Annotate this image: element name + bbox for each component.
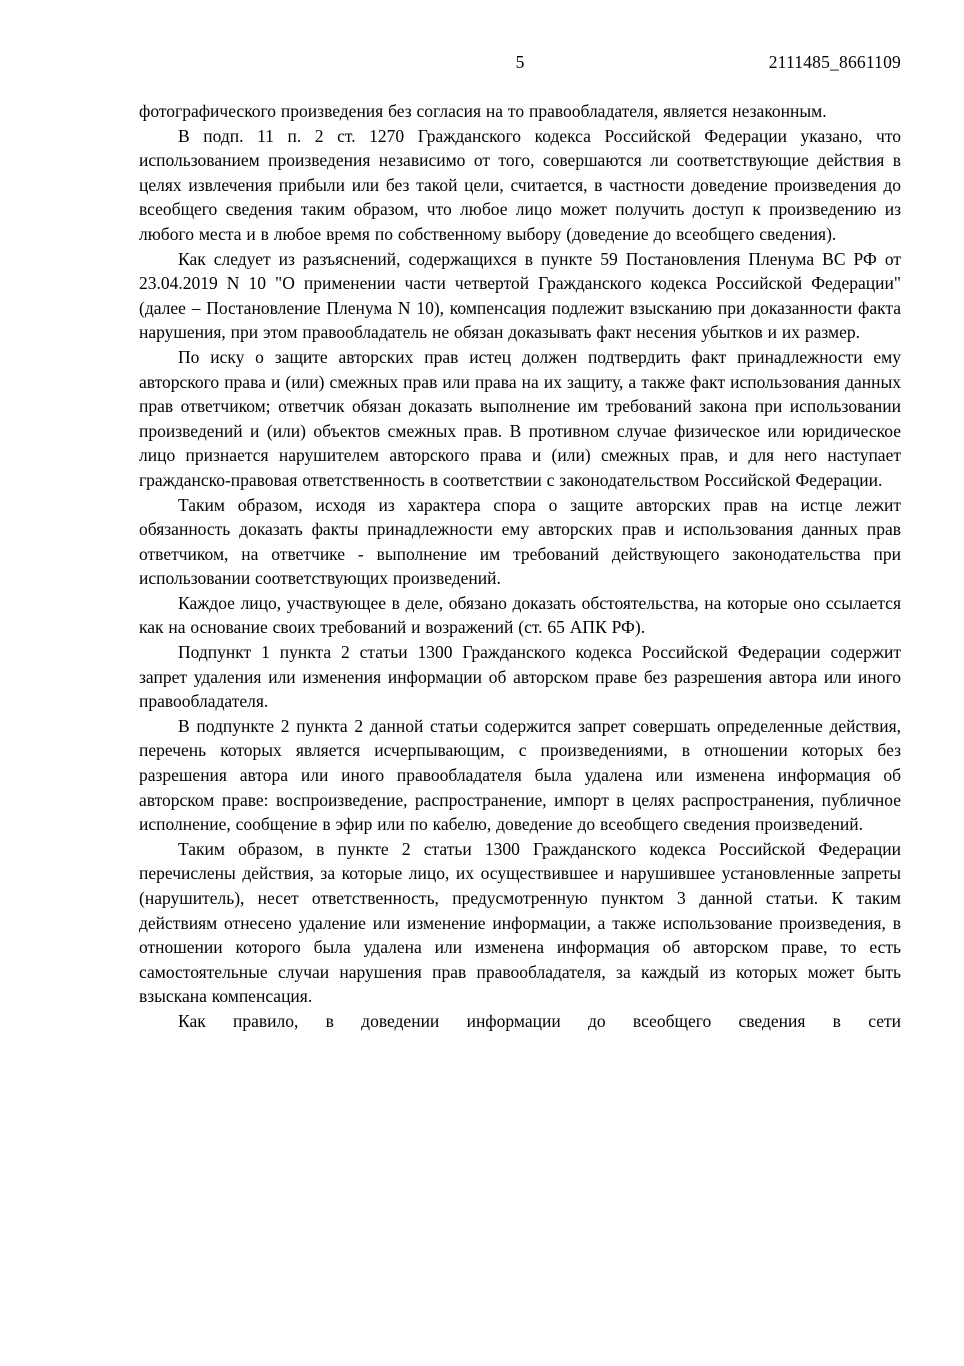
document-body	[139, 99, 901, 1034]
paragraph: Таким образом, исходя из характера спора о защите авторских прав на истце лежит обязанность доказать факты принадлежности ему авторских прав и использования данных прав ответчиком, на ответчике - выполнение им требований действующего законодательства при использовании соответствующих произведений.	[139, 494, 901, 589]
paragraph: Как следует из разъяснений, содержащихся в пункте 59 Постановления Пленума ВС РФ от 23.04.2019 N 10 "О применении части четвертой Гражданского кодекса Российской Федерации" (далее – Постановление Пленума N 10), компенсация подлежит взысканию при доказанности факта нарушения, при этом правообладатель не обязан доказывать факт несения убытков и их размер.	[139, 248, 901, 343]
paragraph: Каждое лицо, участвующее в деле, обязано доказать обстоятельства, на которые оно ссылается как на основание своих требований и возражений (ст. 65 АПК РФ).	[139, 592, 901, 638]
paragraph: В подпункте 2 пункта 2 данной статьи содержится запрет совершать определенные действия, перечень которых является исчерпывающим, с произведениями, в отношении которых без разрешения автора или иного правообладателя была удалена или изменена информация об авторском праве: воспроизведение, распространение, импорт в целях распространения, публичное исполнение, сообщение в эфир или по кабелю, доведение до всеобщего сведения произведений.	[139, 715, 901, 835]
page-header	[139, 50, 901, 74]
paragraph: По иску о защите авторских прав истец должен подтвердить факт принадлежности ему авторского права и (или) смежных прав или права на их защиту, а также факт использования данных прав ответчиком; ответчик обязан доказать выполнение им требований закона при использовании произведений и (или) объектов смежных прав. В противном случае физическое или юридическое лицо признается нарушителем авторского права и (или) смежных прав, и для него наступает гражданско-правовая ответственность в соответствии с законодательством Российской Федерации.	[139, 346, 901, 490]
page-number: 5	[515, 52, 525, 72]
paragraph: Подпункт 1 пункта 2 статьи 1300 Гражданского кодекса Российской Федерации содержит запрет удаления или изменения информации об авторском праве без разрешения автора или иного правообладателя.	[139, 642, 901, 712]
document-id: 2111485_8661109	[768, 52, 901, 72]
paragraph: Таким образом, в пункте 2 статьи 1300 Гражданского кодекса Российской Федерации перечислены действия, за которые лицо, их осуществившее и нарушившее установленные запреты (нарушитель), несет ответственность, предусмотренную пунктом 3 данной статьи. К таким действиям отнесено удаление или изменение информации, а также использование произведения, в отношении которого была удалена или изменена информация об авторском праве, то есть самостоятельные случаи нарушения прав правообладателя, за каждый из которых может быть взыскана компенсация.	[139, 838, 901, 1007]
paragraph: В подп. 11 п. 2 ст. 1270 Гражданского кодекса Российской Федерации указано, что использованием произведения независимо от того, совершаются ли соответствующие действия в целях извлечения прибыли или без такой цели, считается, в частности доведение произведения до всеобщего сведения таким образом, что любое лицо может получить доступ к произведению из любого места и в любое время по собственному выбору (доведение до всеобщего сведения).	[139, 125, 901, 244]
paragraph: Как правило, в доведении информации до всеобщего сведения в сети	[178, 1010, 901, 1031]
paragraph: фотографического произведения без согласия на то правообладателя, является незаконным.	[139, 101, 827, 121]
